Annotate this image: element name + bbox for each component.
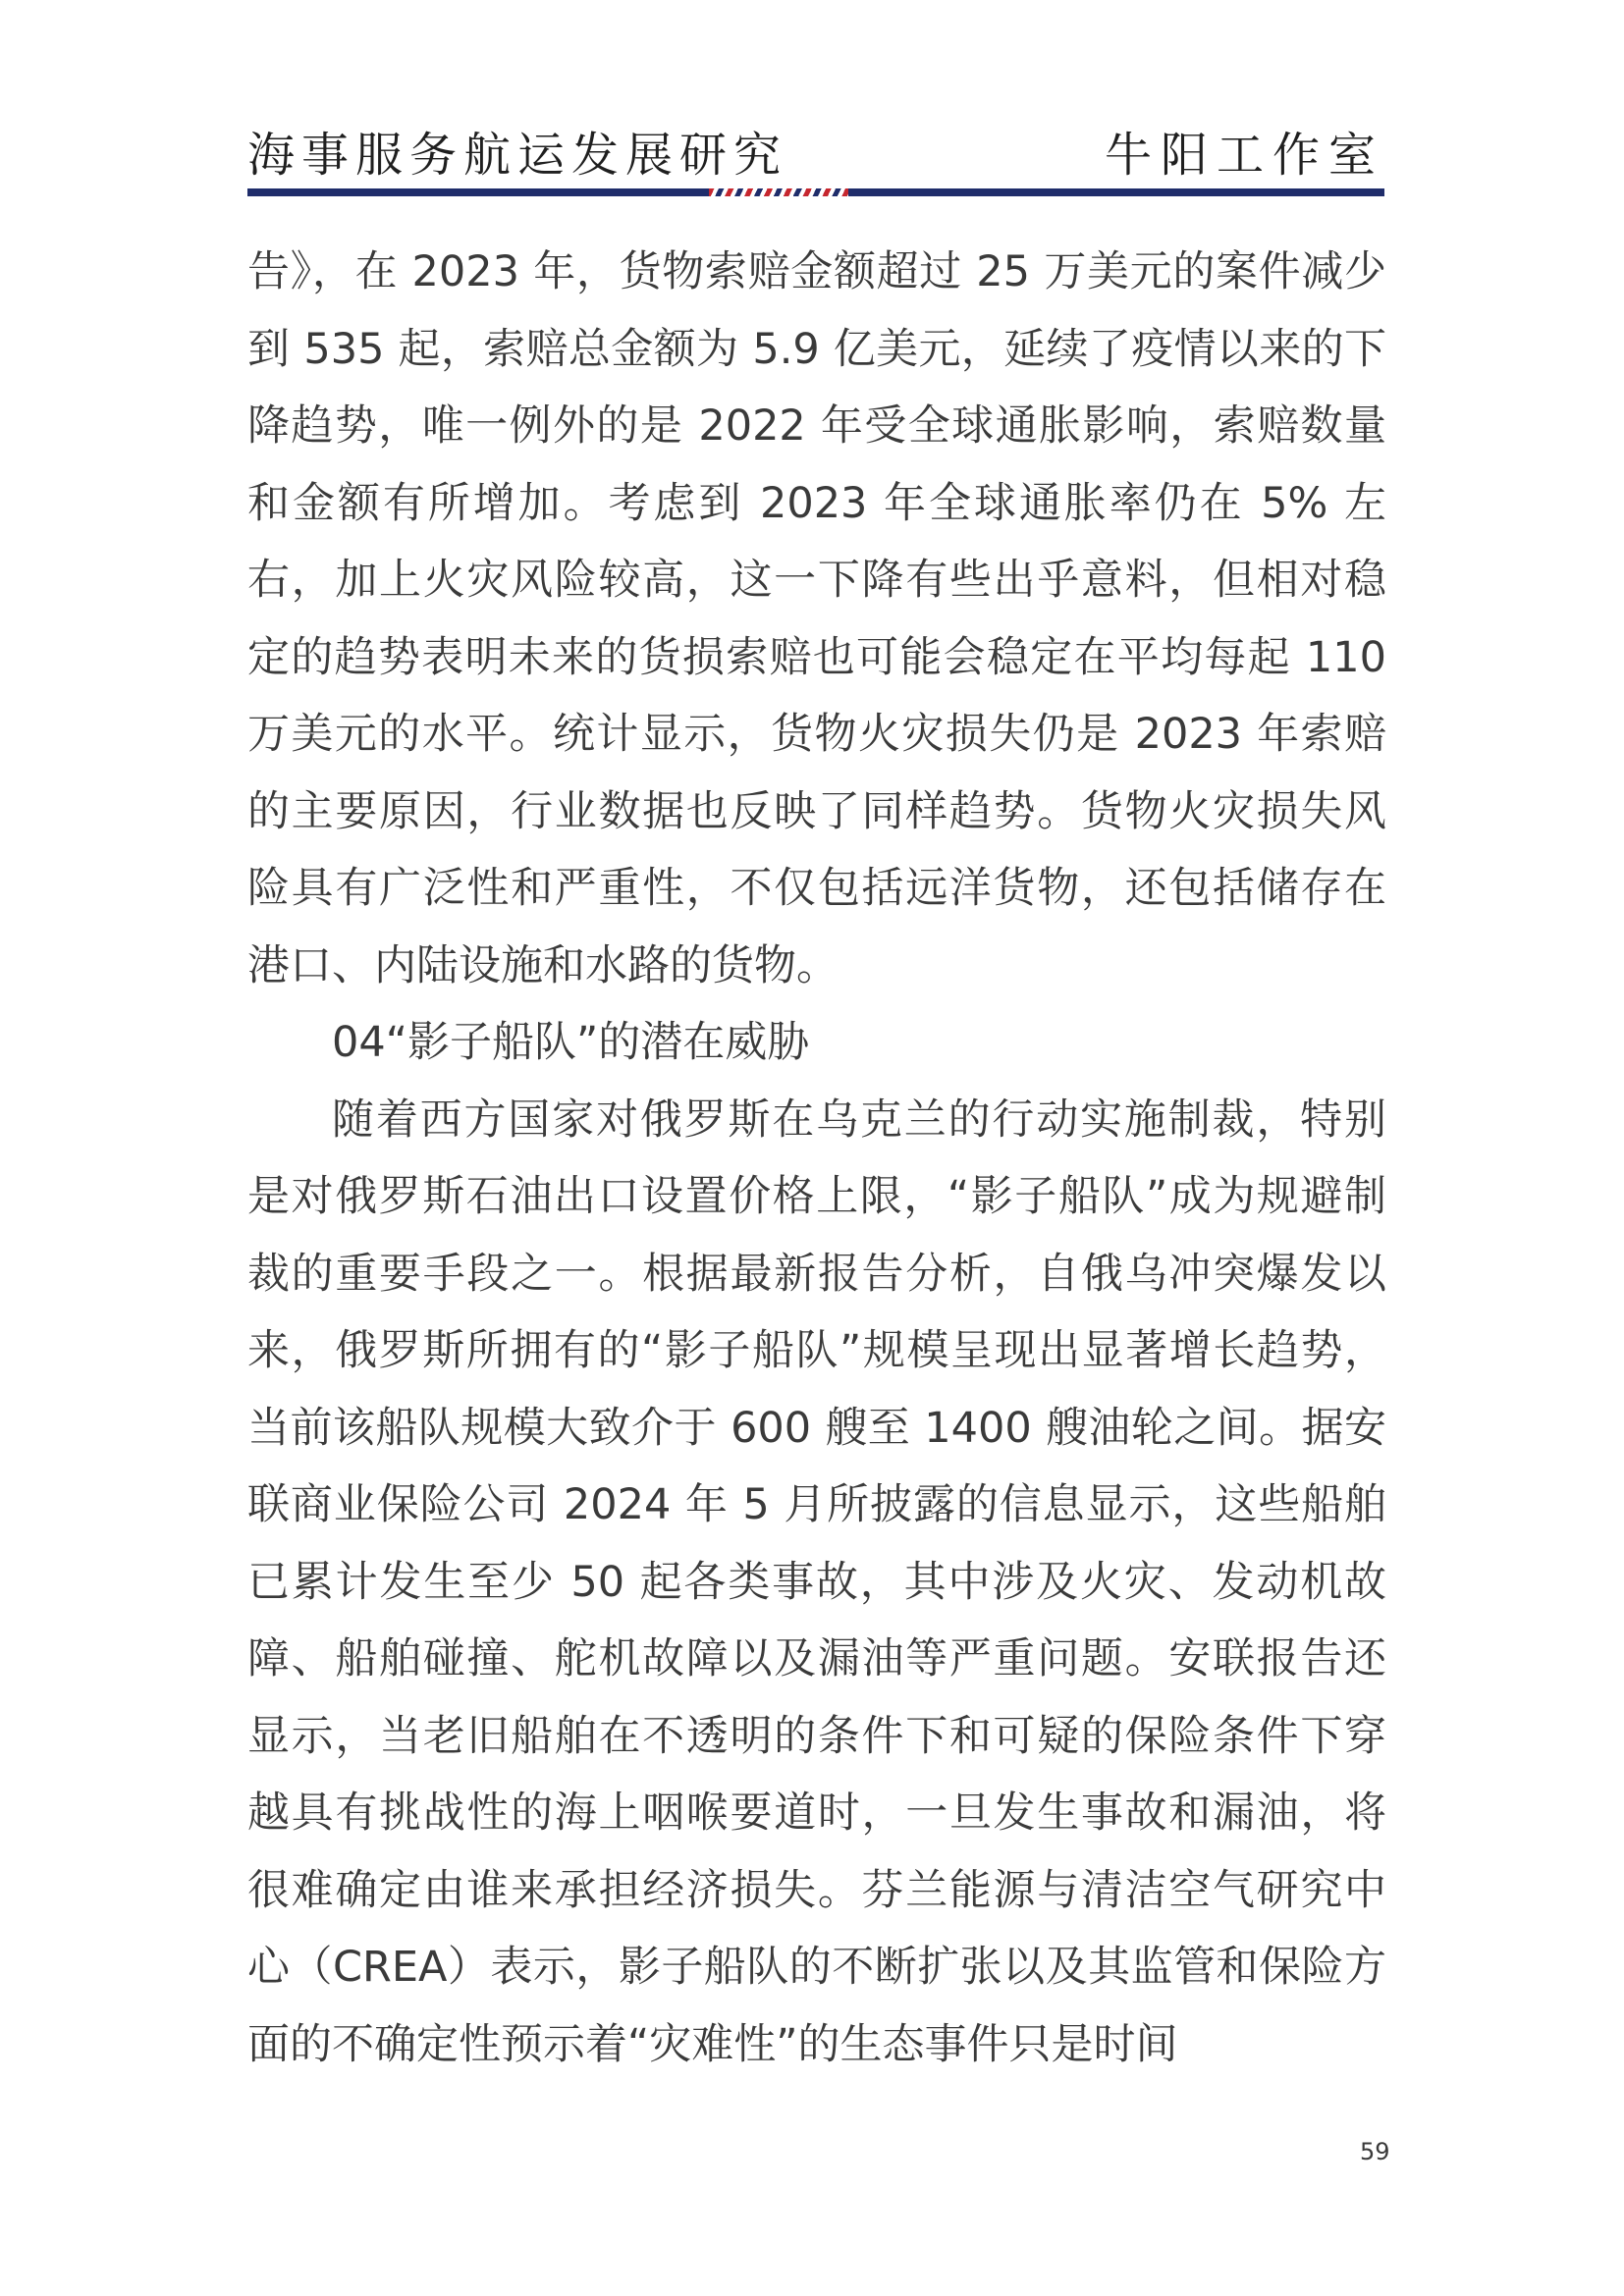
paragraph-cargo-claims: 告》，在 2023 年，货物索赔金额超过 25 万美元的案件减少到 535 起，索赔总金额为 5.9 亿美元，延续了疫情以来的下降趋势，唯一例外的是 2022 年受全球通胀影响，索赔数量和金额有所增加。考虑到 2023 年全球通胀率仍在 5% 左右，加上火灾风险较高，这一下降有些出乎意料，但相对稳定的趋势表明未来的货损索赔也可能会稳定在平均每起 110 万美元的水平。统计显示，货物火灾损失仍是 2023 年索赔的主要原因，行业数据也反映了同样趋势。货物火灾损失风险具有广泛性和严重性，不仅包括远洋货物，还包括储存在港口、内陆设施和水路的货物。 bbox=[247, 247, 1386, 990]
header-divider-right-bar bbox=[848, 188, 1384, 196]
header-divider-left-bar bbox=[247, 188, 709, 196]
page-number: 59 bbox=[1360, 2138, 1390, 2165]
header-divider-stripe bbox=[709, 188, 848, 196]
section-heading-shadow-fleet: 04“影子船队”的潜在威胁 bbox=[332, 1018, 810, 1067]
header-publication-title: 海事服务航运发展研究 bbox=[247, 128, 788, 183]
header-studio-name: 牛阳工作室 bbox=[1104, 128, 1384, 183]
page-header bbox=[247, 126, 1384, 185]
header-divider bbox=[247, 188, 1384, 196]
paragraph-shadow-fleet: 随着西方国家对俄罗斯在乌克兰的行动实施制裁，特别是对俄罗斯石油出口设置价格上限，“影子船队”成为规避制裁的重要手段之一。根据最新报告分析，自俄乌冲突爆发以来，俄罗斯所拥有的“影子船队”规模呈现出显著增长趋势，当前该船队规模大致介于 600 艘至 1400 艘油轮之间。据安联商业保险公司 2024 年 5 月所披露的信息显示，这些船舶已累计发生至少 50 起各类事故，其中涉及火灾、发动机故障、船舶碰撞、舵机故障以及漏油等严重问题。安联报告还显示，当老旧船舶在不透明的条件下和可疑的保险条件下穿越具有挑战性的海上咽喉要道时，一旦发生事故和漏油，将很难确定由谁来承担经济损失。芬兰能源与清洁空气研究中心（CREA）表示，影子船队的不断扩张以及其监管和保险方面的不确定性预示着“灾难性”的生态事件只是时间 bbox=[247, 1095, 1386, 2069]
body-text bbox=[247, 234, 1386, 2083]
